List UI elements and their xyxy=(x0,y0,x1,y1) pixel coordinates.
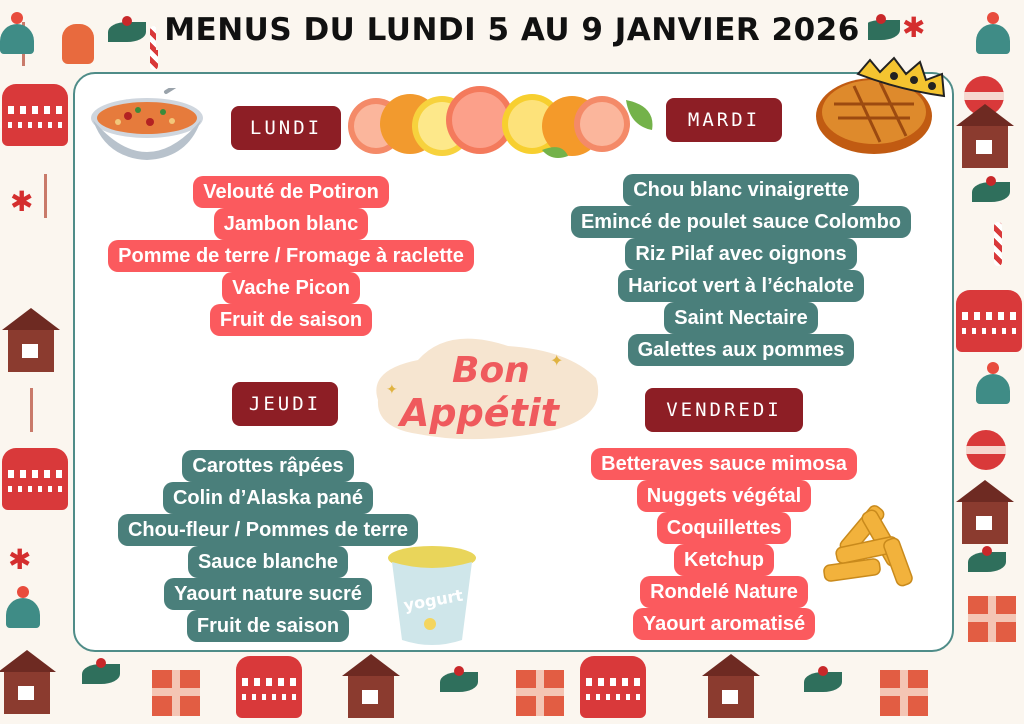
menu-item: Fruit de saison xyxy=(187,610,349,642)
menu-item: Riz Pilaf avec oignons xyxy=(625,238,856,270)
menu-item: Emincé de poulet sauce Colombo xyxy=(571,206,911,238)
menu-item: Betteraves sauce mimosa xyxy=(591,448,857,480)
menu-item: Jambon blanc xyxy=(214,208,368,240)
menu-item: Fruit de saison xyxy=(210,304,372,336)
menu-item: Chou blanc vinaigrette xyxy=(623,174,859,206)
bon-text: Bon xyxy=(452,350,530,391)
holly-icon xyxy=(440,672,478,692)
holly-icon xyxy=(804,672,842,692)
appetit-text: Appétit xyxy=(400,391,559,435)
holly-icon xyxy=(82,664,120,684)
yogurt-label: yogurt xyxy=(402,585,465,615)
menu-list-vendredi xyxy=(566,448,882,640)
twig-icon xyxy=(30,388,33,432)
menu-item: Velouté de Potiron xyxy=(193,176,389,208)
winter-hat-icon xyxy=(6,598,40,628)
sweater-icon xyxy=(2,84,68,146)
galette-des-rois-icon xyxy=(810,56,950,160)
holly-icon xyxy=(968,552,1006,572)
sweater-icon xyxy=(956,290,1022,352)
page-title-wrap xyxy=(0,12,1024,48)
menu-item: Pomme de terre / Fromage à raclette xyxy=(108,240,474,272)
gift-box-icon xyxy=(152,670,200,716)
menu-item: Yaourt aromatisé xyxy=(633,608,815,640)
menu-item: Vache Picon xyxy=(222,272,360,304)
svg-text:✦: ✦ xyxy=(386,382,398,398)
house-icon xyxy=(348,676,394,718)
svg-text:✦: ✦ xyxy=(550,351,564,370)
menu-list-lundi xyxy=(80,176,502,336)
house-icon xyxy=(962,126,1008,168)
menu-item: Chou-fleur / Pommes de terre xyxy=(118,514,418,546)
day-badge-lundi: LUNDI xyxy=(231,106,341,150)
menu-item: Coquillettes xyxy=(657,512,791,544)
menu-item: Haricot vert à l’échalote xyxy=(618,270,864,302)
day-badge-jeudi: JEUDI xyxy=(232,382,338,426)
holly-icon xyxy=(972,182,1010,202)
menu-item: Nuggets végétal xyxy=(637,480,811,512)
menu-item: Yaourt nature sucré xyxy=(164,578,372,610)
page-title: MENUS DU LUNDI 5 AU 9 JANVIER 2026 xyxy=(156,10,868,50)
house-icon xyxy=(4,672,50,714)
menu-item: Sauce blanche xyxy=(188,546,348,578)
menu-list-jeudi xyxy=(90,450,446,642)
twig-icon xyxy=(44,174,47,218)
menu-item: Galettes aux pommes xyxy=(628,334,855,366)
menu-item: Saint Nectaire xyxy=(664,302,817,334)
sweater-icon xyxy=(236,656,302,718)
menu-item: Carottes râpées xyxy=(182,450,353,482)
menu-item: Rondelé Nature xyxy=(640,576,808,608)
house-icon xyxy=(962,502,1008,544)
gift-box-icon xyxy=(516,670,564,716)
candy-cane-icon xyxy=(994,222,1002,266)
star-flower-icon: ✱ xyxy=(8,543,32,576)
menu-list-mardi xyxy=(540,174,942,366)
day-badge-mardi: MARDI xyxy=(666,98,782,142)
soup-bowl-icon xyxy=(88,88,206,166)
menu-item: Ketchup xyxy=(674,544,774,576)
sweater-icon xyxy=(2,448,68,510)
ornament-ball-icon xyxy=(966,430,1006,470)
menu-item: Colin d’Alaska pané xyxy=(163,482,373,514)
star-flower-icon: ✱ xyxy=(10,185,34,218)
gift-box-icon xyxy=(880,670,928,716)
winter-hat-icon xyxy=(976,374,1010,404)
citrus-slices-icon xyxy=(346,80,662,162)
gift-box-icon xyxy=(968,596,1016,642)
house-icon xyxy=(708,676,754,718)
house-icon xyxy=(8,330,54,372)
sweater-icon xyxy=(580,656,646,718)
day-badge-vendredi: VENDREDI xyxy=(645,388,803,432)
star-flower-icon: ✱ xyxy=(902,11,926,44)
